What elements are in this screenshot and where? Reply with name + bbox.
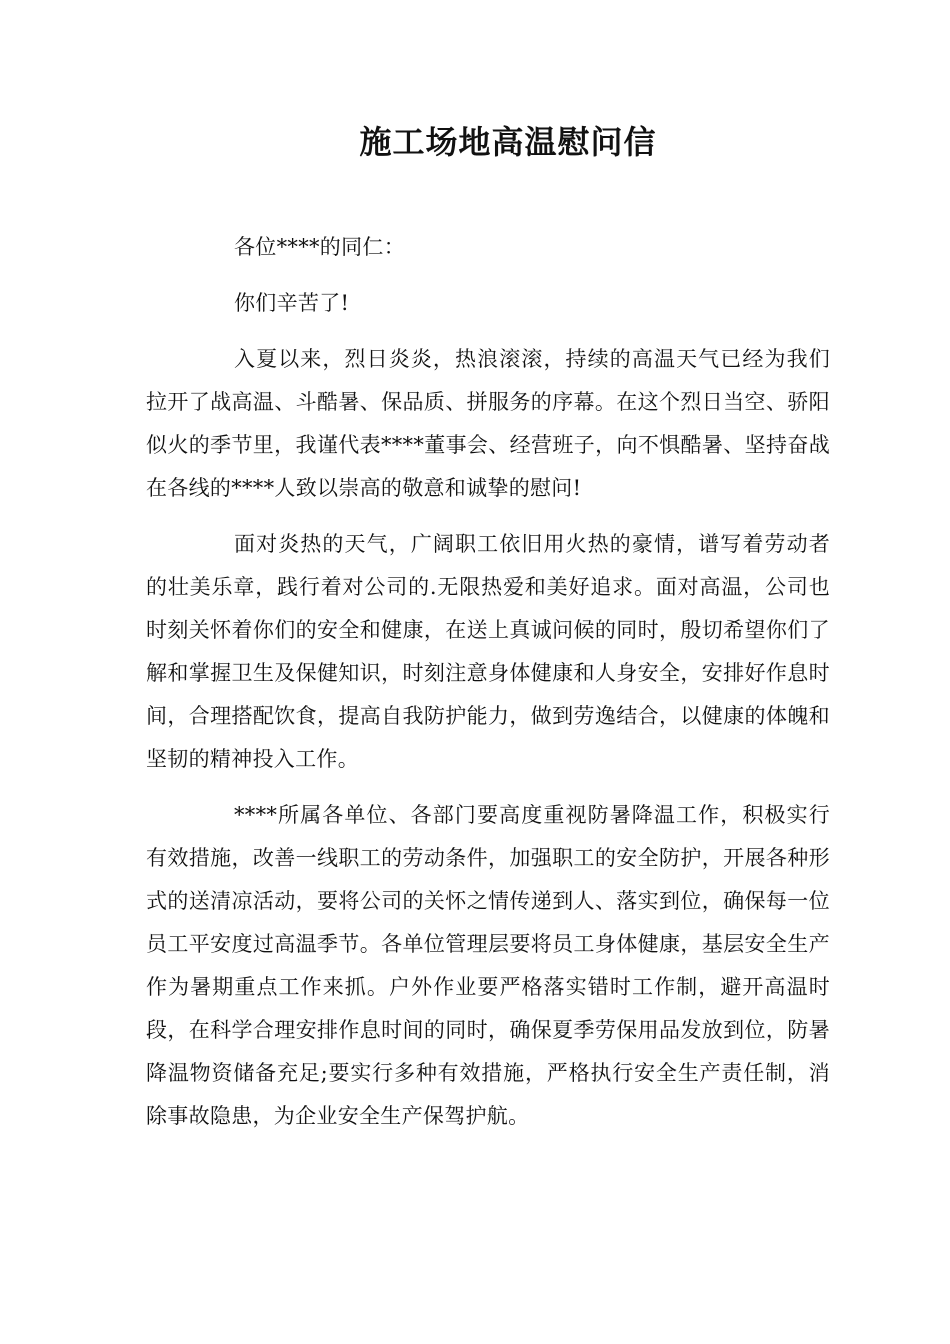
greeting: 你们辛苦了!: [234, 291, 350, 315]
paragraph-2: 面对炎热的天气，广阔职工依旧用火热的豪情，谱写着劳动者的壮美乐章，践行着对公司的.无限热爱和美好追求。面对高温，公司也时刻关怀着你们的安全和健康，在送上真诚问候的同时，殷切希望你们了解和掌握卫生及保健知识，时刻注意身体健康和人身安全，安排好作息时间，合理搭配饮食，提高自我防护能力，做到劳逸结合，以健康的体魄和坚韧的精神投入工作。: [146, 532, 830, 771]
letter-body: [146, 226, 830, 1151]
paragraph-3: ****所属各单位、各部门要高度重视防暑降温工作，积极实行有效措施，改善一线职工的劳动条件，加强职工的安全防护，开展各种形式的送清凉活动，要将公司的关怀之情传递到人、落实到位，确保每一位员工平安度过高温季节。各单位管理层要将员工身体健康，基层安全生产作为暑期重点工作来抓。户外作业要严格落实错时工作制，避开高温时段，在科学合理安排作息时间的同时，确保夏季劳保用品发放到位，防暑降温物资储备充足;要实行多种有效措施，严格执行安全生产责任制，消除事故隐患，为企业安全生产保驾护航。: [146, 803, 830, 1128]
document-title: 施工场地高温慰问信: [359, 123, 657, 161]
paragraph-1: 入夏以来，烈日炎炎，热浪滚滚，持续的高温天气已经为我们拉开了战高温、斗酷暑、保品质、拼服务的序幕。在这个烈日当空、骄阳似火的季节里，我谨代表****董事会、经营班子，向不惧酷暑、坚持奋战在各线的****人致以崇高的敬意和诚挚的慰问!: [146, 347, 830, 500]
salutation: 各位****的同仁：: [234, 235, 405, 259]
